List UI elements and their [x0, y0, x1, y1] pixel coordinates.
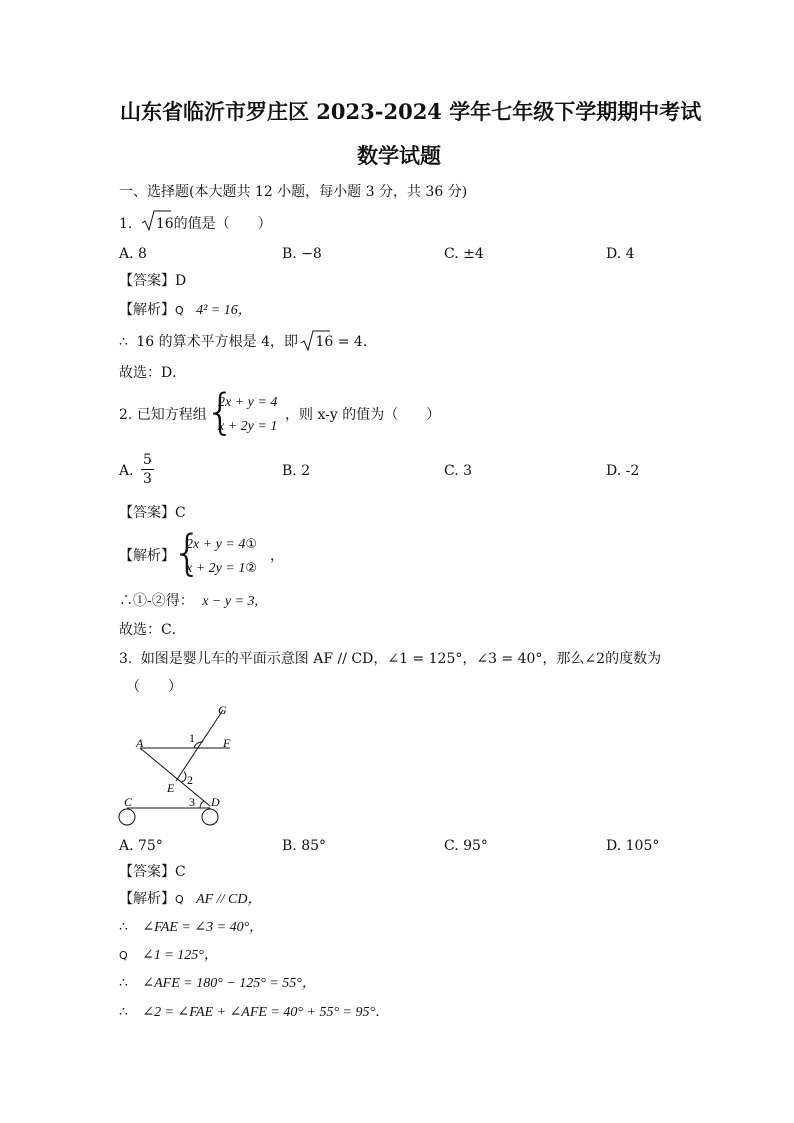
q2-option-a-fraction: $\frac{5}{3}$: [143, 452, 152, 487]
q2-option-b: B. 2: [282, 463, 311, 479]
label-e: E: [167, 781, 175, 795]
line-ge: [176, 710, 223, 781]
q1-analysis-line1: 【解析】Q 4² = 16，: [119, 302, 252, 318]
label-3: 3: [189, 795, 195, 809]
q1-analysis-line2: ∴ 16 的算术平方根是 4，即 16 = 4．: [119, 333, 377, 351]
q3-option-c: C. 95°: [444, 838, 488, 854]
label-d: D: [211, 795, 220, 809]
therefore-symbol: ∴: [119, 919, 128, 935]
angle-3-arc: [200, 801, 204, 808]
q3-option-a: A. 75°: [119, 838, 163, 854]
q2-system-tail: ，: [270, 548, 284, 564]
question-2-stem-tail: ，则 x-y 的值为（ ）: [285, 407, 441, 423]
radical-sign-icon: [141, 209, 171, 231]
document-title-line2: 数学试题: [357, 143, 441, 168]
label-1: 1: [189, 731, 195, 745]
question-1-stem-tail: 的值是（ ）: [173, 216, 272, 232]
q1-option-c: C. ±4: [444, 246, 484, 262]
q2-conclusion: 故选：C．: [119, 622, 186, 638]
stroller-figure: [110, 700, 260, 830]
q2-equation-1: 2x + y = 4: [218, 395, 278, 410]
question-2-stem: 2. 已知方程组: [119, 407, 207, 423]
therefore-symbol: ∴: [119, 334, 128, 350]
q2-equation-2: x + 2y = 1: [218, 419, 278, 434]
q2-system-equation-2: x + 2y = 1②: [186, 561, 257, 576]
q3-analysis-line-1: 【解析】Q AF // CD，: [119, 891, 262, 907]
label-a: A: [136, 736, 144, 750]
sqrt-expression: 16: [302, 333, 333, 351]
q1-answer: 【答案】D: [119, 273, 187, 289]
q3-answer: 【答案】C: [119, 864, 186, 880]
question-3-stem-line2: （ ）: [126, 679, 182, 695]
question-number: 1.: [119, 216, 133, 232]
q1-conclusion: 故选：D．: [119, 365, 187, 381]
label-f: F: [223, 736, 231, 750]
q3-option-b: B. 85°: [282, 838, 327, 854]
label-g: G: [218, 703, 227, 717]
q2-analysis-label: 【解析】: [119, 548, 175, 564]
q2-option-d: D. -2: [606, 463, 640, 479]
question-1-stem: [119, 215, 272, 233]
q2-analysis-step: ∴①-②得： x − y = 3,: [119, 593, 259, 609]
line-ad: [140, 748, 210, 806]
therefore-symbol: ∴: [119, 975, 128, 991]
wheel-right: [202, 809, 218, 825]
because-symbol: Q: [175, 304, 184, 317]
therefore-symbol: ∴: [119, 1004, 128, 1020]
section-heading: 一、选择题(本大题共 12 小题，每小题 3 分，共 36 分): [119, 184, 468, 200]
document-title-line1: 山东省临沂市罗庄区 2023-2024 学年七年级下学期期中考试: [120, 99, 702, 124]
wheel-left: [119, 809, 135, 825]
angle-2-arc: [182, 772, 186, 782]
sqrt-expression: 16: [143, 215, 174, 233]
because-symbol: Q: [175, 893, 184, 906]
brace-icon: {: [172, 525, 203, 581]
q2-option-c: C. 3: [444, 463, 473, 479]
label-c: C: [124, 795, 133, 809]
brace-icon: {: [205, 384, 236, 440]
because-symbol: Q: [119, 949, 128, 962]
q1-option-a: A. 8: [119, 246, 147, 262]
q3-analysis-line-3: Q ∠1 = 125°，: [119, 948, 218, 963]
q2-answer: 【答案】C: [119, 505, 186, 521]
q3-analysis-line-5: ∴ ∠2 = ∠FAE + ∠AFE = 40° + 55° = 95°．: [119, 1004, 390, 1020]
q2-option-a-label: A.: [119, 463, 134, 479]
q2-system-equation-1: 2x + y = 4①: [186, 537, 257, 552]
q3-option-d: D. 105°: [606, 838, 660, 854]
q1-option-d: D. 4: [606, 246, 635, 262]
q3-analysis-line-4: ∴ ∠AFE = 180° − 125° = 55°，: [119, 975, 316, 991]
q1-option-b: B. −8: [282, 246, 322, 262]
radical-sign-icon: [300, 329, 330, 351]
question-3-stem-line1: 3. 如图是婴儿车的平面示意图 AF // CD，∠1 = 125°，∠3 = 40°，那么∠2的度数为: [119, 651, 662, 667]
q3-analysis-line-2: ∴ ∠FAE = ∠3 = 40°，: [119, 919, 264, 935]
label-2: 2: [187, 773, 193, 787]
